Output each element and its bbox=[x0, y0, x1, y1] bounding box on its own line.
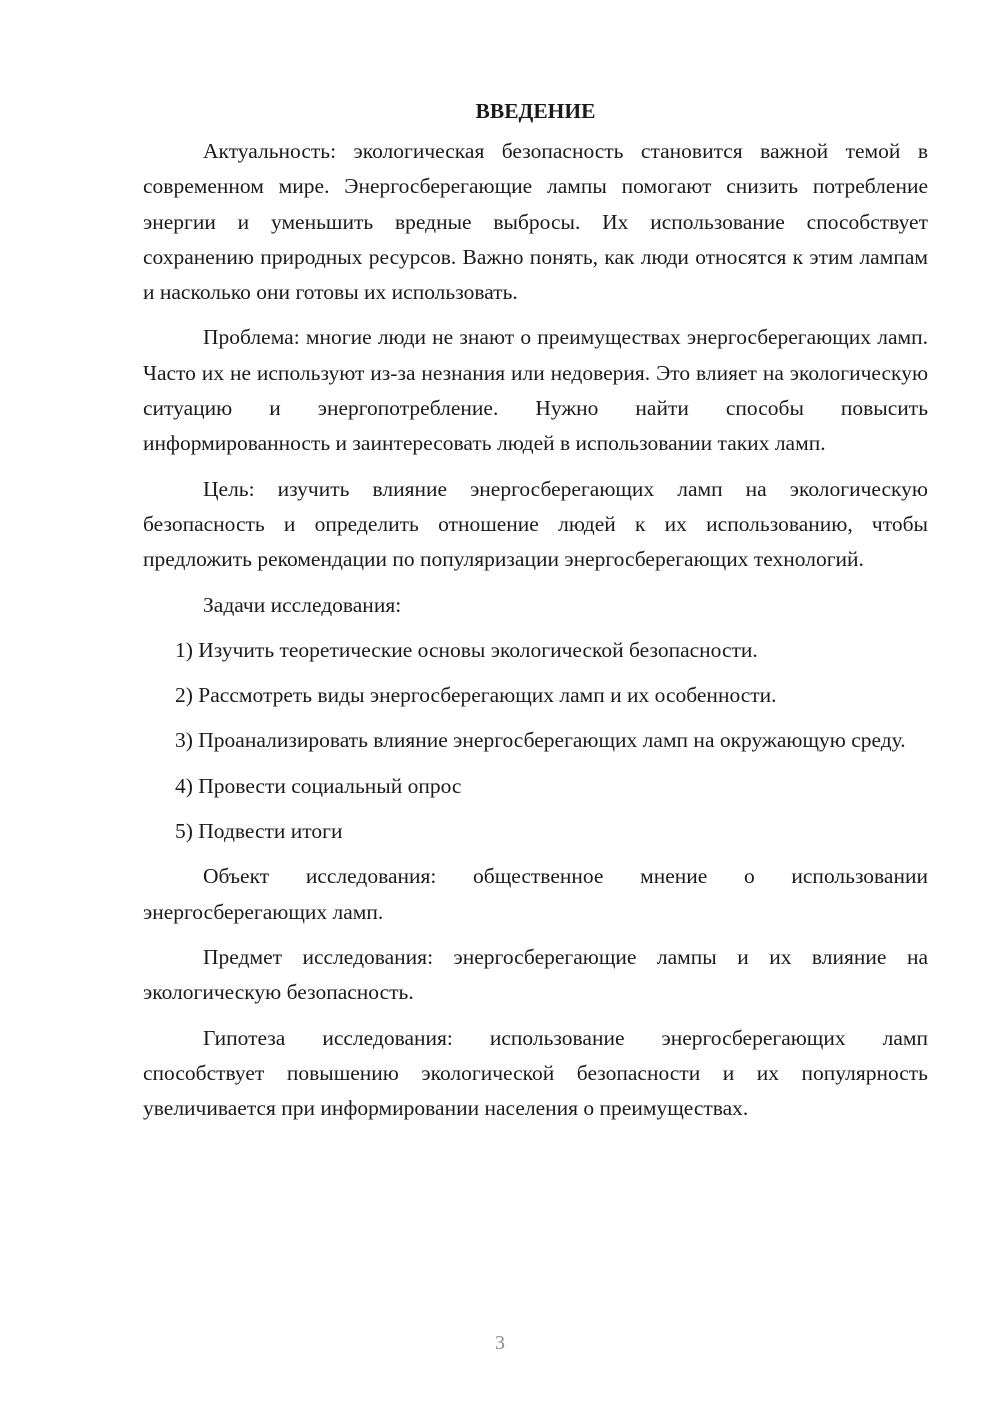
task-item-4: 4) Провести социальный опрос bbox=[175, 773, 462, 798]
task-item-2: 2) Рассмотреть виды энергосберегающих ламп и их особенности. bbox=[175, 683, 777, 708]
paragraph-hypothesis: Гипотеза исследования: использование энергосберегающих ламп способствует повышению экологической безопасности и их популярность увеличивается при информировании населения о преимуществах. bbox=[143, 1025, 928, 1121]
task-item-3: 3) Проанализировать влияние энергосберегающих ламп на окружающую среду. bbox=[175, 728, 906, 753]
paragraph-object: Объект исследования: общественное мнение о использовании энергосберегающих ламп. bbox=[143, 864, 928, 924]
paragraph-tasks-heading: Задачи исследования: bbox=[203, 592, 402, 617]
task-item-1: 1) Изучить теоретические основы экологической безопасности. bbox=[175, 637, 758, 662]
page-title: ВВЕДЕНИЕ bbox=[475, 99, 596, 123]
paragraph-relevance: Актуальность: экологическая безопасность становится важной темой в современном мире. Энергосберегающие лампы помогают снизить потребление энергии и уменьшить вредные выбросы. Их использование способствует сохранению природных ресурсов. Важно понять, как люди относятся к этим лампам и насколько они готовы их использовать. bbox=[143, 139, 928, 305]
paragraph-goal: Цель: изучить влияние энергосберегающих ламп на экологическую безопасность и определить отношение людей к их использованию, чтобы предложить рекомендации по популяризации энергосберегающих технологий. bbox=[143, 476, 928, 572]
page-number: 3 bbox=[495, 1332, 505, 1354]
paragraph-problem: Проблема: многие люди не знают о преимуществах энергосберегающих ламп. Часто их не используют из-за незнания или недоверия. Это влияет на экологическую ситуацию и энергопотребление. Нужно найти способы повысить информированность и заинтересовать людей в использовании таких ламп. bbox=[143, 325, 928, 456]
document-page bbox=[143, 94, 928, 1126]
paragraph-subject: Предмет исследования: энергосберегающие лампы и их влияние на экологическую безопасность. bbox=[143, 944, 928, 1005]
task-item-5: 5) Подвести итоги bbox=[175, 819, 343, 844]
